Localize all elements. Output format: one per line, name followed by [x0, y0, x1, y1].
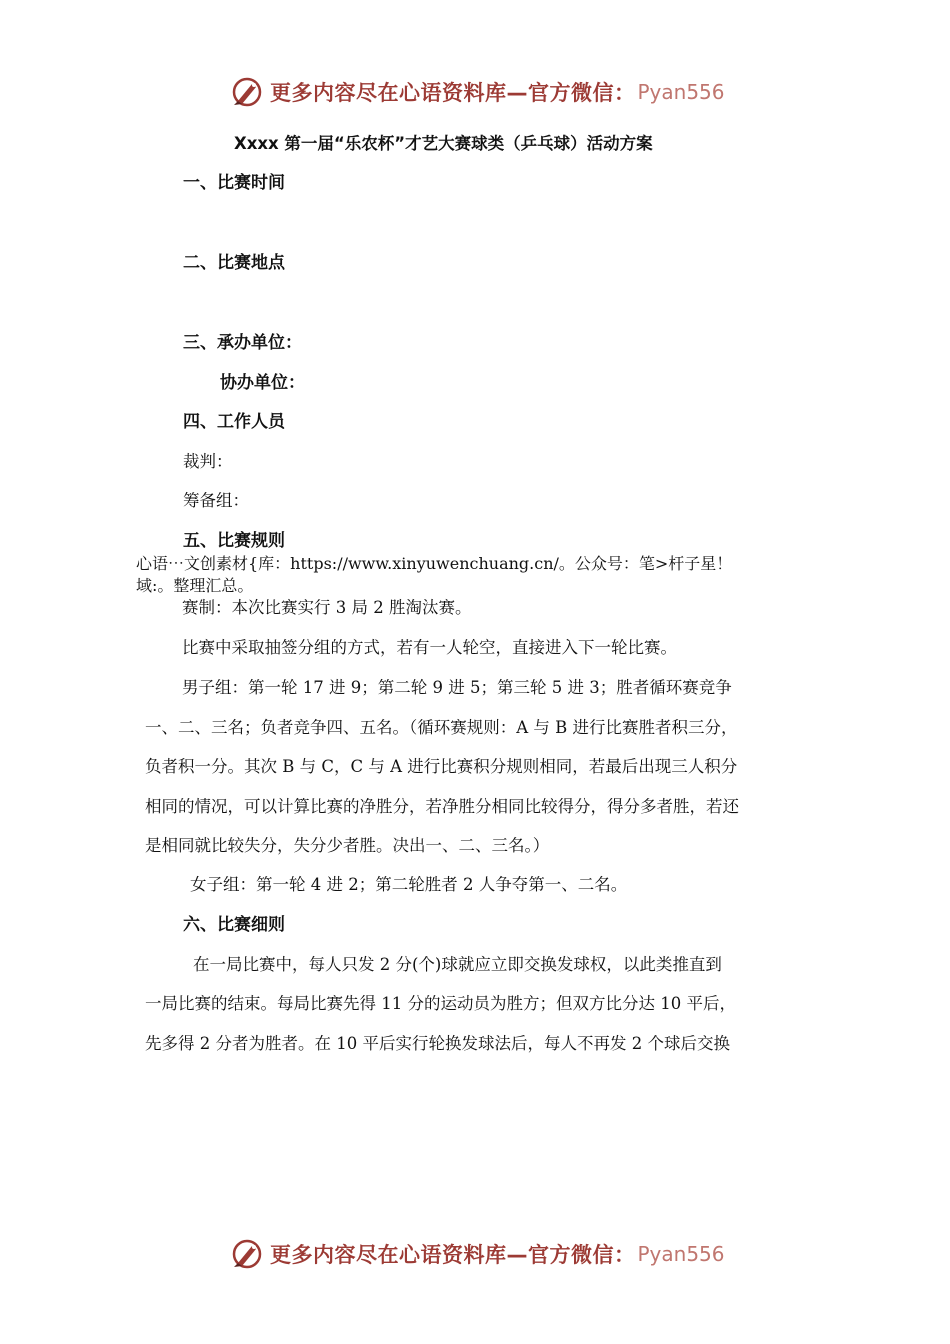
- rules-paragraph-line: 赛制：本次比赛实行 3 局 2 胜淘汰赛。: [182, 598, 472, 617]
- section-venue-heading: 二、比赛地点: [183, 253, 285, 273]
- header-banner: [230, 72, 750, 112]
- rules-paragraph-line: 女子组：第一轮 4 进 2；第二轮胜者 2 人争夺第一、二名。: [190, 875, 628, 894]
- footer-banner: [230, 1234, 750, 1274]
- banner-wechat-id: Pyan556: [637, 1242, 725, 1266]
- banner-text: 更多内容尽在心语资料库—官方微信：: [270, 1243, 636, 1267]
- section-organizer-heading: 三、承办单位：: [183, 333, 302, 353]
- details-paragraph-line: 在一局比赛中，每人只发 2 分(个)球就应立即交换发球权，以此类推直到: [193, 955, 722, 974]
- watermark-line-1: 心语⋯文创素材{库：https://www.xinyuwenchuang.cn/。公众号：笔>杆子星！: [136, 554, 733, 573]
- rules-paragraph-line: 一、二、三名；负者竞争四、五名。（循环赛规则：A 与 B 进行比赛胜者积三分，: [145, 718, 738, 737]
- rules-paragraph-line: 相同的情况，可以计算比赛的净胜分，若净胜分相同比较得分，得分多者胜，若还: [145, 797, 739, 816]
- details-paragraph-line: 一局比赛的结束。每局比赛先得 11 分的运动员为胜方；但双方比分达 10 平后，: [145, 994, 736, 1013]
- rules-paragraph-line: 是相同就比较失分，失分少者胜。决出一、二、三名。）: [145, 836, 550, 855]
- rules-paragraph-line: 负者积一分。其次 B 与 C，C 与 A 进行比赛积分规则相同，若最后出现三人积分: [145, 757, 738, 776]
- section-staff-heading: 四、工作人员: [183, 412, 285, 432]
- rules-paragraph-line: 比赛中采取抽签分组的方式，若有一人轮空，直接进入下一轮比赛。: [182, 638, 677, 657]
- watermark-line-2: 域:。整理汇总。: [136, 576, 254, 595]
- rules-paragraph-line: 男子组：第一轮 17 进 9；第二轮 9 进 5；第三轮 5 进 3；胜者循环赛竞争: [182, 678, 732, 697]
- referee-label: 裁判：: [183, 452, 233, 471]
- banner-text: 更多内容尽在心语资料库—官方微信：: [270, 81, 636, 105]
- co-organizer-label: 协办单位：: [220, 373, 305, 393]
- prep-group-label: 筹备组：: [183, 491, 249, 510]
- section-details-heading: 六、比赛细则: [183, 915, 285, 935]
- pen-logo-icon: [230, 75, 264, 109]
- section-time-heading: 一、比赛时间: [183, 173, 285, 193]
- pen-logo-icon: [230, 1237, 264, 1271]
- section-rules-heading: 五、比赛规则: [183, 531, 285, 551]
- details-paragraph-line: 先多得 2 分者为胜者。在 10 平后实行轮换发球法后，每人不再发 2 个球后交换: [145, 1034, 730, 1053]
- document-title: Xxxx 第一届“乐农杯”才艺大赛球类（乒乓球）活动方案: [234, 134, 653, 153]
- banner-wechat-id: Pyan556: [637, 80, 725, 104]
